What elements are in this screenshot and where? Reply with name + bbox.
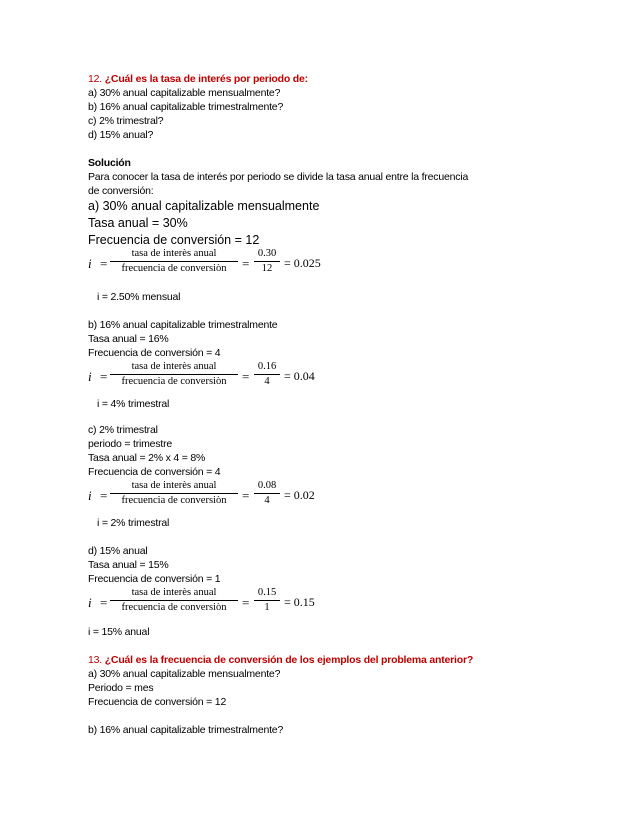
formula-denominator: frecuencia de conversiòn: [121, 376, 227, 387]
formula-numerator: tasa de interès anual: [131, 361, 217, 372]
question-12-heading: [88, 73, 308, 86]
question-12-option-b: b) 16% anual capitalizable trimestralmente?: [88, 101, 284, 113]
formula-value-numerator: 0.08: [257, 480, 277, 491]
formula-value-denominator: 1: [264, 602, 270, 613]
question-12-number: 12.: [88, 73, 102, 85]
formula-result: = 0.025: [284, 256, 321, 270]
question-13-a-frequency: Frecuencia de conversión = 12: [88, 696, 227, 708]
question-13-option-a: a) 30% anual capitalizable mensualmente?: [88, 668, 281, 680]
part-d-title: d) 15% anual: [88, 545, 148, 557]
formula-general-fraction: [110, 361, 238, 388]
question-12-option-d: d) 15% anual?: [88, 129, 154, 141]
part-d-rate: Tasa anual = 15%: [88, 559, 169, 571]
formula-result: = 0.15: [284, 595, 315, 609]
question-12-option-c: c) 2% trimestral?: [88, 115, 164, 127]
formula-numerator: tasa de interès anual: [131, 480, 217, 491]
formula-lhs: i: [88, 488, 92, 503]
formula-value-numerator: 0.30: [257, 248, 277, 259]
question-13-a-period: Periodo = mes: [88, 682, 154, 694]
formula-lhs: i: [88, 369, 92, 384]
solution-intro-line-1: Para conocer la tasa de interés por periodo se divide la tasa anual entre la frecuencia: [88, 171, 469, 183]
formula-value-fraction: [254, 480, 280, 507]
part-a-frequency: Frecuencia de conversión = 12: [88, 233, 260, 247]
solution-intro-line-2: de conversión:: [88, 185, 154, 197]
formula-value-denominator: 4: [264, 376, 270, 387]
part-a-answer: i = 2.50% mensual: [97, 291, 181, 303]
formula-lhs: i: [88, 256, 92, 271]
question-13-option-b: b) 16% anual capitalizable trimestralmente?: [88, 724, 284, 736]
part-b-rate: Tasa anual = 16%: [88, 333, 169, 345]
part-a-rate: Tasa anual = 30%: [88, 216, 188, 230]
formula-result: = 0.02: [284, 488, 315, 502]
formula-general-fraction: [110, 587, 238, 614]
part-b-title: b) 16% anual capitalizable trimestralmente: [88, 319, 278, 331]
part-c-rate: Tasa anual = 2% x 4 = 8%: [88, 452, 206, 464]
formula-lhs: i: [88, 595, 92, 610]
question-13-number: 13.: [88, 654, 102, 666]
solution-heading: Solución: [88, 157, 131, 169]
question-13-title: ¿Cuál es la frecuencia de conversión de los ejemplos del problema anterior?: [104, 654, 474, 666]
formula-numerator: tasa de interès anual: [131, 248, 217, 259]
formula-denominator: frecuencia de conversiòn: [121, 602, 227, 613]
question-13-heading: [88, 654, 473, 667]
formula-value-fraction: [254, 361, 280, 388]
part-b-frequency: Frecuencia de conversión = 4: [88, 347, 221, 359]
question-12-option-a: a) 30% anual capitalizable mensualmente?: [88, 87, 281, 99]
part-d-formula: i = tasa de interès anual frecuencia de conversiòn = 0.15 1 = 0.15: [88, 587, 315, 613]
formula-result: = 0.04: [284, 369, 315, 383]
part-a-title: a) 30% anual capitalizable mensualmente: [88, 199, 320, 213]
question-12-title: ¿Cuál es la tasa de interés por periodo de:: [104, 73, 308, 85]
part-b-formula: i = tasa de interès anual frecuencia de conversiòn = 0.16 4 = 0.04: [88, 361, 315, 387]
part-c-formula: i = tasa de interès anual frecuencia de conversiòn = 0.08 4 = 0.02: [88, 480, 315, 506]
part-c-answer: i = 2% trimestral: [97, 517, 170, 529]
formula-value-denominator: 12: [261, 263, 273, 274]
formula-general-fraction: [110, 248, 238, 275]
formula-value-fraction: [254, 587, 280, 614]
formula-numerator: tasa de interès anual: [131, 587, 217, 598]
formula-value-numerator: 0.15: [257, 587, 277, 598]
part-c-title: c) 2% trimestral: [88, 424, 158, 436]
part-d-answer: i = 15% anual: [88, 626, 150, 638]
part-b-answer: i = 4% trimestral: [97, 398, 170, 410]
formula-value-numerator: 0.16: [257, 361, 277, 372]
formula-denominator: frecuencia de conversiòn: [121, 263, 227, 274]
formula-denominator: frecuencia de conversiòn: [121, 495, 227, 506]
part-d-frequency: Frecuencia de conversión = 1: [88, 573, 221, 585]
formula-value-denominator: 4: [264, 495, 270, 506]
formula-general-fraction: [110, 480, 238, 507]
part-c-period: periodo = trimestre: [88, 438, 173, 450]
part-a-formula: i = tasa de interès anual frecuencia de conversiòn = 0.30 12 = 0.025: [88, 248, 321, 274]
formula-value-fraction: [254, 248, 280, 275]
part-c-frequency: Frecuencia de conversión = 4: [88, 466, 221, 478]
